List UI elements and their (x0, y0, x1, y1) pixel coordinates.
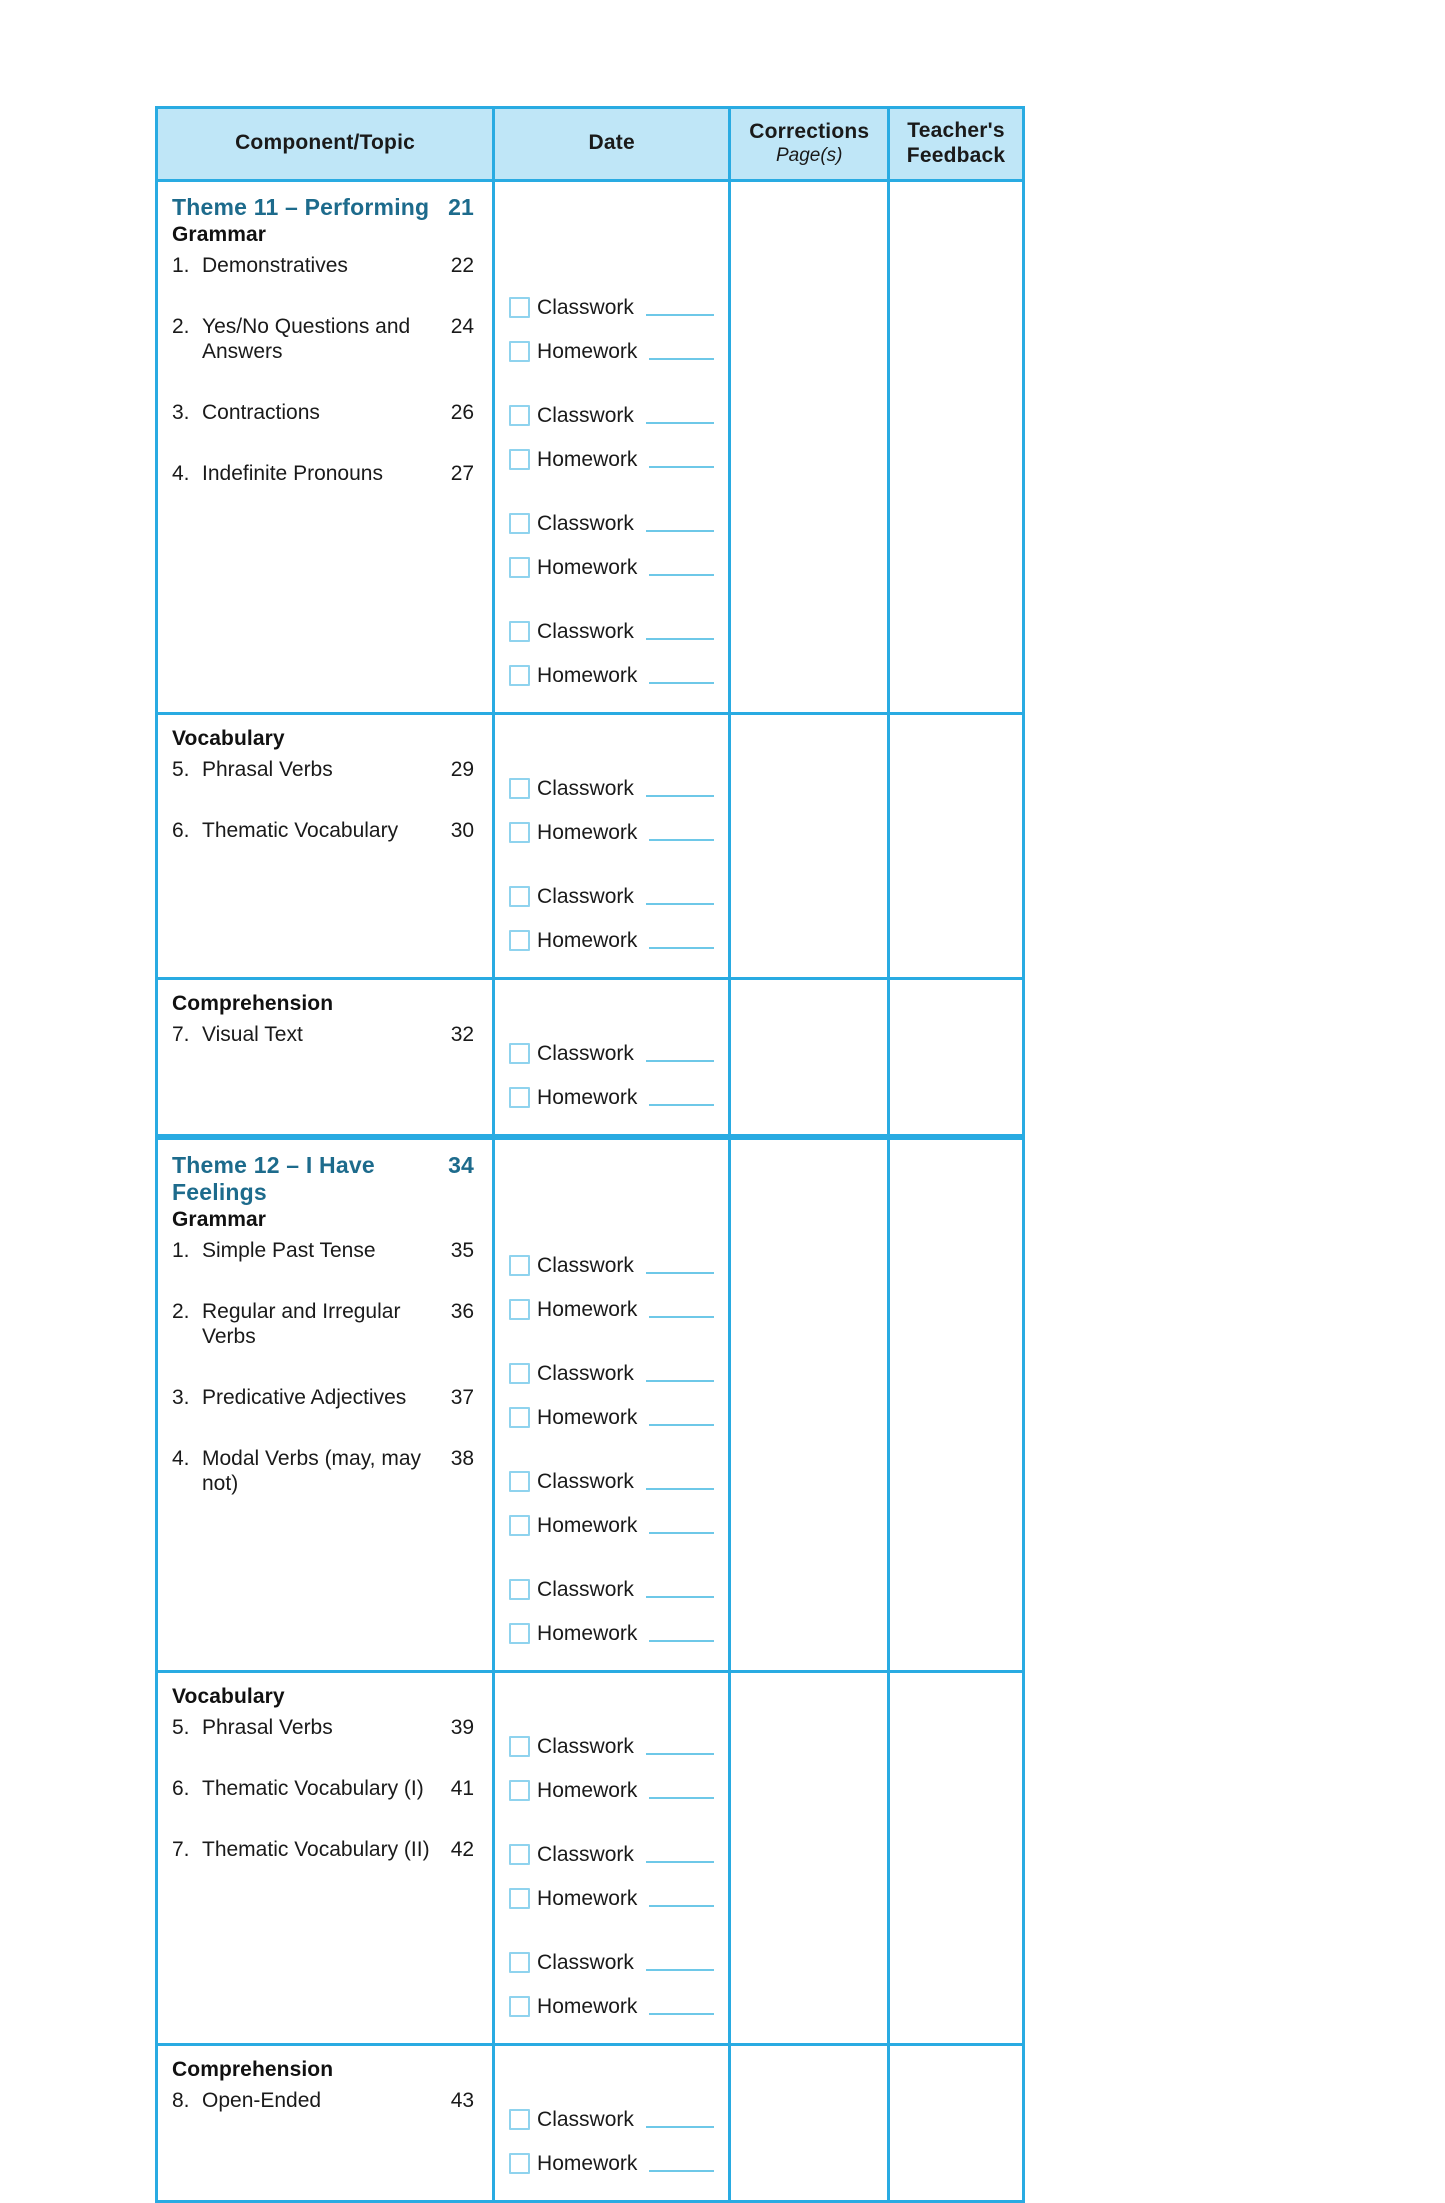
classwork-checkbox[interactable] (509, 1255, 530, 1276)
theme-title: Theme 12 – I Have Feelings (172, 1151, 375, 1205)
homework-label: Homework (537, 555, 638, 579)
homework-checkbox[interactable] (509, 2153, 530, 2174)
classwork-label: Classwork (537, 1734, 634, 1758)
date-bottom-spacer (495, 2029, 728, 2043)
topic-item-title: Phrasal Verbs (202, 1715, 333, 1739)
classwork-row (495, 1941, 728, 1985)
classwork-label: Classwork (537, 1361, 634, 1385)
homework-label: Homework (537, 1297, 638, 1321)
homework-label: Homework (537, 1513, 638, 1537)
classwork-checkbox[interactable] (509, 513, 530, 534)
topic-item-page-number: 32 (450, 1022, 475, 1046)
topic-item-page-number: 22 (450, 253, 475, 277)
component-cell (155, 1140, 495, 1673)
topic-item-number: 2. (172, 314, 190, 338)
classwork-checkbox[interactable] (509, 886, 530, 907)
section-label: Grammar (172, 222, 267, 246)
date-write-in-line[interactable] (646, 314, 714, 316)
table-row (155, 1673, 1025, 2046)
classwork-checkbox[interactable] (509, 1736, 530, 1757)
column-header-corrections (731, 106, 890, 182)
theme-title-row (172, 1152, 474, 1206)
table-row (155, 980, 1025, 1140)
date-top-spacer (495, 715, 728, 767)
theme-title-row (172, 194, 474, 221)
homework-label: Homework (537, 1621, 638, 1645)
topic-item-page-number: 29 (450, 757, 475, 781)
homework-label: Homework (537, 1886, 638, 1910)
topic-item-page-number: 42 (450, 1837, 475, 1861)
classwork-row (495, 1460, 728, 1504)
teacher-feedback-cell[interactable] (890, 980, 1025, 1140)
date-write-in-line[interactable] (646, 1753, 714, 1755)
date-write-in-line[interactable] (649, 1640, 714, 1642)
classwork-label: Classwork (537, 776, 634, 800)
column-header-component (155, 106, 495, 182)
classwork-label: Classwork (537, 884, 634, 908)
homework-row (495, 811, 728, 855)
topic-item-page-number: 36 (450, 1299, 475, 1323)
section-label: Vocabulary (172, 1684, 285, 1708)
homework-checkbox[interactable] (509, 557, 530, 578)
date-write-in-line[interactable] (646, 2126, 714, 2128)
homework-label: Homework (537, 1405, 638, 1429)
date-cell (495, 980, 731, 1140)
topic-item-title: Phrasal Verbs (202, 757, 333, 781)
classwork-checkbox[interactable] (509, 1043, 530, 1064)
topic-item-page-number: 35 (450, 1238, 475, 1262)
section-label: Grammar (172, 1207, 267, 1231)
homework-checkbox[interactable] (509, 1087, 530, 1108)
component-cell-inner (158, 715, 492, 857)
date-group-spacer (495, 1548, 728, 1568)
date-write-in-line[interactable] (649, 1424, 714, 1426)
date-write-in-line[interactable] (646, 795, 714, 797)
section-label: Comprehension (172, 2057, 334, 2081)
date-write-in-line[interactable] (649, 1532, 714, 1534)
date-group-spacer (495, 590, 728, 610)
topic-item (172, 400, 474, 425)
homework-row (495, 1612, 728, 1656)
component-cell-inner (158, 980, 492, 1061)
date-bottom-spacer (495, 963, 728, 977)
date-group-spacer (495, 1921, 728, 1941)
topic-item-title: Predicative Adjectives (202, 1386, 407, 1410)
date-group-spacer (495, 1332, 728, 1352)
topic-item-title: Indefinite Pronouns (202, 462, 383, 486)
date-group-spacer (495, 1440, 728, 1460)
teacher-feedback-cell[interactable] (890, 1140, 1025, 1673)
topic-item (172, 1715, 474, 1740)
column-header-corrections-sublabel: Page(s) (775, 144, 843, 166)
classwork-row (495, 1725, 728, 1769)
classwork-row (495, 1352, 728, 1396)
topic-item-title: Demonstratives (202, 253, 348, 277)
classwork-row (495, 1833, 728, 1877)
date-write-in-line[interactable] (646, 1488, 714, 1490)
date-write-in-line[interactable] (646, 422, 714, 424)
classwork-row (495, 286, 728, 330)
date-cell (495, 1140, 731, 1673)
topic-item-page-number: 24 (450, 314, 475, 338)
date-write-in-line[interactable] (649, 574, 714, 576)
homework-checkbox[interactable] (509, 930, 530, 951)
classwork-row (495, 1032, 728, 1076)
classwork-label: Classwork (537, 1041, 634, 1065)
homework-label: Homework (537, 1994, 638, 2018)
date-bottom-spacer (495, 1120, 728, 1134)
homework-row (495, 919, 728, 963)
homework-row (495, 1985, 728, 2029)
homework-row (495, 1396, 728, 1440)
topic-item (172, 2088, 474, 2113)
topic-item-number: 8. (172, 2088, 190, 2112)
topic-item-title: Visual Text (202, 1022, 303, 1046)
homework-checkbox[interactable] (509, 1780, 530, 1801)
date-cell-inner (495, 1140, 728, 1670)
teacher-feedback-cell[interactable] (890, 1673, 1025, 2046)
homework-row (495, 1504, 728, 1548)
topic-item (172, 1776, 474, 1801)
classwork-checkbox[interactable] (509, 621, 530, 642)
date-top-spacer (495, 182, 728, 286)
column-header-feedback-label-line2: Feedback (906, 143, 1006, 167)
topic-item-number: 3. (172, 401, 190, 425)
date-write-in-line[interactable] (649, 2013, 714, 2015)
homework-label: Homework (537, 339, 638, 363)
section-label: Comprehension (172, 991, 334, 1015)
homework-checkbox[interactable] (509, 1407, 530, 1428)
topic-item-title: Contractions (202, 401, 320, 425)
component-cell (155, 2046, 495, 2203)
date-write-in-line[interactable] (646, 1060, 714, 1062)
homework-checkbox[interactable] (509, 341, 530, 362)
date-write-in-line[interactable] (649, 1104, 714, 1106)
topic-item (172, 757, 474, 782)
topic-item-title: Thematic Vocabulary (I) (202, 1776, 424, 1800)
date-bottom-spacer (495, 698, 728, 712)
homework-label: Homework (537, 447, 638, 471)
topic-item-title: Thematic Vocabulary (II) (202, 1837, 430, 1861)
teacher-feedback-cell[interactable] (890, 2046, 1025, 2203)
homework-label: Homework (537, 1085, 638, 1109)
topic-item-page-number: 43 (450, 2088, 475, 2112)
date-write-in-line[interactable] (646, 638, 714, 640)
table-header-row (155, 106, 1025, 182)
classwork-checkbox[interactable] (509, 1471, 530, 1492)
topic-item-number: 6. (172, 818, 190, 842)
date-write-in-line[interactable] (646, 1272, 714, 1274)
classwork-checkbox[interactable] (509, 1579, 530, 1600)
date-write-in-line[interactable] (646, 1969, 714, 1971)
date-cell (495, 715, 731, 980)
date-write-in-line[interactable] (649, 1905, 714, 1907)
theme-page-number: 34 (448, 1151, 475, 1178)
homework-row (495, 1877, 728, 1921)
classwork-checkbox[interactable] (509, 297, 530, 318)
corrections-cell[interactable] (731, 980, 890, 1140)
date-write-in-line[interactable] (649, 682, 714, 684)
date-top-spacer (495, 1140, 728, 1244)
component-cell (155, 980, 495, 1140)
date-cell (495, 182, 731, 715)
homework-checkbox[interactable] (509, 449, 530, 470)
homework-checkbox[interactable] (509, 1299, 530, 1320)
date-group-spacer (495, 1813, 728, 1833)
date-top-spacer (495, 2046, 728, 2098)
classwork-checkbox[interactable] (509, 1952, 530, 1973)
topic-item (172, 1299, 474, 1349)
topic-item-title: Regular and Irregular Verbs (202, 1299, 401, 1348)
topic-item-number: 7. (172, 1837, 190, 1861)
classwork-row (495, 610, 728, 654)
homework-row (495, 1076, 728, 1120)
column-header-date-label: Date (588, 131, 635, 155)
date-cell-inner (495, 980, 728, 1134)
topic-item-page-number: 41 (450, 1776, 475, 1800)
topic-item-title: Thematic Vocabulary (202, 818, 399, 842)
column-header-corrections-label: Corrections (749, 120, 870, 144)
topic-item-number: 1. (172, 1238, 190, 1262)
date-group-spacer (495, 855, 728, 875)
component-cell-inner (158, 1140, 492, 1511)
topic-item (172, 818, 474, 843)
theme-title: Theme 11 – Performing (172, 193, 430, 220)
homework-row (495, 438, 728, 482)
teacher-feedback-cell[interactable] (890, 182, 1025, 715)
homework-checkbox[interactable] (509, 822, 530, 843)
classwork-label: Classwork (537, 619, 634, 643)
corrections-cell[interactable] (731, 2046, 890, 2203)
column-header-feedback (890, 106, 1025, 182)
topic-item-number: 7. (172, 1022, 190, 1046)
date-cell (495, 2046, 731, 2203)
classwork-label: Classwork (537, 1469, 634, 1493)
date-bottom-spacer (495, 1656, 728, 1670)
classwork-row (495, 875, 728, 919)
classwork-checkbox[interactable] (509, 1363, 530, 1384)
classwork-row (495, 394, 728, 438)
topic-item (172, 1385, 474, 1410)
date-group-spacer (495, 482, 728, 502)
topic-item-page-number: 39 (450, 1715, 475, 1739)
date-write-in-line[interactable] (646, 1380, 714, 1382)
topic-item-page-number: 27 (450, 462, 475, 486)
topic-item-title: Modal Verbs (may, may not) (202, 1447, 422, 1496)
checklist-table (155, 106, 1025, 2203)
topic-item-title: Simple Past Tense (202, 1238, 376, 1262)
teacher-feedback-cell[interactable] (890, 715, 1025, 980)
component-cell-inner (158, 1673, 492, 1877)
topic-item (172, 1446, 474, 1496)
date-write-in-line[interactable] (646, 530, 714, 532)
date-write-in-line[interactable] (649, 1797, 714, 1799)
component-cell (155, 1673, 495, 2046)
topic-item-number: 3. (172, 1386, 190, 1410)
date-cell-inner (495, 182, 728, 712)
classwork-label: Classwork (537, 1253, 634, 1277)
topic-item (172, 1238, 474, 1263)
classwork-label: Classwork (537, 403, 634, 427)
topic-item (172, 253, 474, 278)
homework-checkbox[interactable] (509, 1888, 530, 1909)
date-write-in-line[interactable] (649, 2170, 714, 2172)
homework-row (495, 330, 728, 374)
topic-item-page-number: 30 (450, 818, 475, 842)
homework-row (495, 654, 728, 698)
classwork-checkbox[interactable] (509, 1844, 530, 1865)
homework-row (495, 1769, 728, 1813)
table-row (155, 1140, 1025, 1673)
date-top-spacer (495, 980, 728, 1032)
theme-page-number: 21 (448, 193, 475, 220)
homework-label: Homework (537, 1778, 638, 1802)
date-bottom-spacer (495, 2186, 728, 2200)
topic-item (172, 314, 474, 364)
component-cell-inner (158, 2046, 492, 2127)
classwork-row (495, 2098, 728, 2142)
date-write-in-line[interactable] (646, 1596, 714, 1598)
homework-row (495, 1288, 728, 1332)
homework-label: Homework (537, 820, 638, 844)
date-top-spacer (495, 1673, 728, 1725)
classwork-label: Classwork (537, 295, 634, 319)
corrections-cell[interactable] (731, 715, 890, 980)
topic-item-title: Yes/No Questions and Answers (202, 314, 411, 363)
date-cell-inner (495, 1673, 728, 2043)
topic-item-number: 5. (172, 1715, 190, 1739)
table-row (155, 715, 1025, 980)
table-row (155, 182, 1025, 715)
homework-row (495, 546, 728, 590)
topic-item-page-number: 26 (450, 401, 475, 425)
topic-item-number: 5. (172, 757, 190, 781)
topic-item-number: 1. (172, 253, 190, 277)
topic-item-number: 4. (172, 1447, 190, 1471)
date-write-in-line[interactable] (649, 947, 714, 949)
homework-label: Homework (537, 663, 638, 687)
topic-item-number: 4. (172, 462, 190, 486)
classwork-checkbox[interactable] (509, 405, 530, 426)
date-write-in-line[interactable] (649, 358, 714, 360)
homework-checkbox[interactable] (509, 665, 530, 686)
section-label: Vocabulary (172, 726, 285, 750)
date-write-in-line[interactable] (649, 839, 714, 841)
table-body (155, 182, 1025, 2203)
classwork-row (495, 502, 728, 546)
date-write-in-line[interactable] (649, 466, 714, 468)
date-write-in-line[interactable] (649, 1316, 714, 1318)
date-write-in-line[interactable] (646, 903, 714, 905)
topic-item (172, 1022, 474, 1047)
classwork-checkbox[interactable] (509, 2109, 530, 2130)
classwork-row (495, 1244, 728, 1288)
classwork-label: Classwork (537, 1950, 634, 1974)
component-cell (155, 182, 495, 715)
topic-item-title: Open-Ended (202, 2088, 322, 2112)
topic-item-page-number: 38 (450, 1447, 475, 1471)
topic-item-number: 2. (172, 1299, 190, 1323)
classwork-label: Classwork (537, 2107, 634, 2131)
corrections-cell[interactable] (731, 1140, 890, 1673)
homework-checkbox[interactable] (509, 1996, 530, 2017)
classwork-label: Classwork (537, 1842, 634, 1866)
date-cell-inner (495, 2046, 728, 2200)
date-cell (495, 1673, 731, 2046)
component-cell-inner (158, 182, 492, 501)
classwork-label: Classwork (537, 1577, 634, 1601)
classwork-row (495, 767, 728, 811)
corrections-cell[interactable] (731, 1673, 890, 2046)
topic-item (172, 461, 474, 486)
homework-label: Homework (537, 928, 638, 952)
column-header-component-label: Component/Topic (235, 131, 415, 155)
classwork-label: Classwork (537, 511, 634, 535)
date-write-in-line[interactable] (646, 1861, 714, 1863)
topic-item-number: 6. (172, 1776, 190, 1800)
homework-row (495, 2142, 728, 2186)
classwork-checkbox[interactable] (509, 778, 530, 799)
corrections-cell[interactable] (731, 182, 890, 715)
homework-label: Homework (537, 2151, 638, 2175)
homework-checkbox[interactable] (509, 1623, 530, 1644)
topic-item-page-number: 37 (450, 1386, 475, 1410)
table-row (155, 2046, 1025, 2203)
date-group-spacer (495, 374, 728, 394)
homework-checkbox[interactable] (509, 1515, 530, 1536)
column-header-date (495, 106, 731, 182)
classwork-row (495, 1568, 728, 1612)
component-cell (155, 715, 495, 980)
date-cell-inner (495, 715, 728, 977)
topic-item (172, 1837, 474, 1862)
column-header-feedback-label-line1: Teacher's (907, 119, 1005, 142)
